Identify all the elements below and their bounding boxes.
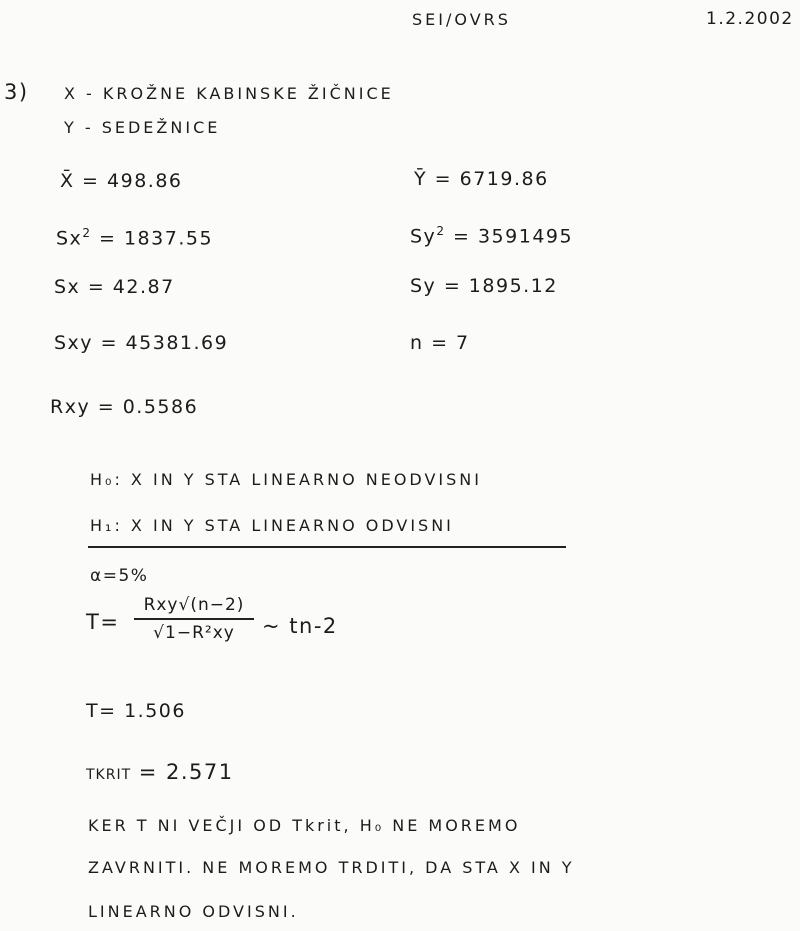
conclusion-line-3: LINEARNO ODVISNI.	[88, 902, 299, 921]
course-code: SEI/OVRS	[412, 10, 511, 29]
sample-size: n = 7	[410, 332, 470, 354]
sx-squared: Sx$^2$ = 1837.55	[56, 226, 214, 250]
fraction-bar	[134, 618, 254, 620]
sx2-value: = 1837.55	[99, 227, 214, 250]
problem-number: 3)	[4, 80, 29, 104]
sx: Sx = 42.87	[54, 276, 175, 298]
t-formula-denominator: √1−R²xy	[153, 623, 235, 643]
date: 1.2.2002	[706, 9, 794, 29]
t-formula-numerator: Rxy√(n−2)	[143, 595, 245, 615]
conclusion-line-1: KER T NI VEČJI OD Tkrit, H₀ NE MOREMO	[88, 816, 521, 835]
tkrit-label: TKRIT	[86, 767, 132, 783]
t-formula-fraction	[134, 595, 254, 643]
t-formula-lhs: T=	[86, 610, 120, 634]
t-value: T= 1.506	[86, 700, 186, 722]
sx2-label: Sx	[56, 227, 83, 250]
divider-line	[88, 546, 566, 548]
sy2-label: Sy	[410, 225, 437, 248]
x-mean: X̄ = 498.86	[60, 170, 183, 192]
sy: Sy = 1895.12	[410, 275, 558, 297]
sxy: Sxy = 45381.69	[54, 332, 229, 354]
t-critical	[86, 760, 234, 784]
conclusion-line-2: ZAVRNITI. NE MOREMO TRDITI, DA STA X IN Y	[88, 858, 575, 877]
hypothesis-h0: H₀: X IN Y STA LINEARNO NEODVISNI	[90, 470, 482, 489]
y-mean: Ȳ = 6719.86	[414, 168, 549, 190]
sy-squared: Sy$^2$ = 3591495	[410, 224, 574, 248]
correlation-rxy: Rxy = 0.5586	[50, 396, 199, 418]
tkrit-value: = 2.571	[138, 760, 234, 784]
y-definition: Y - SEDEŽNICE	[64, 118, 221, 137]
x-definition: X - KROŽNE KABINSKE ŽIČNICE	[64, 84, 394, 103]
alpha-level: α=5%	[90, 566, 149, 586]
sy2-value: = 3591495	[453, 225, 574, 248]
t-distribution: ~ tn-2	[262, 614, 338, 638]
hypothesis-h1: H₁: X IN Y STA LINEARNO ODVISNI	[90, 516, 454, 535]
